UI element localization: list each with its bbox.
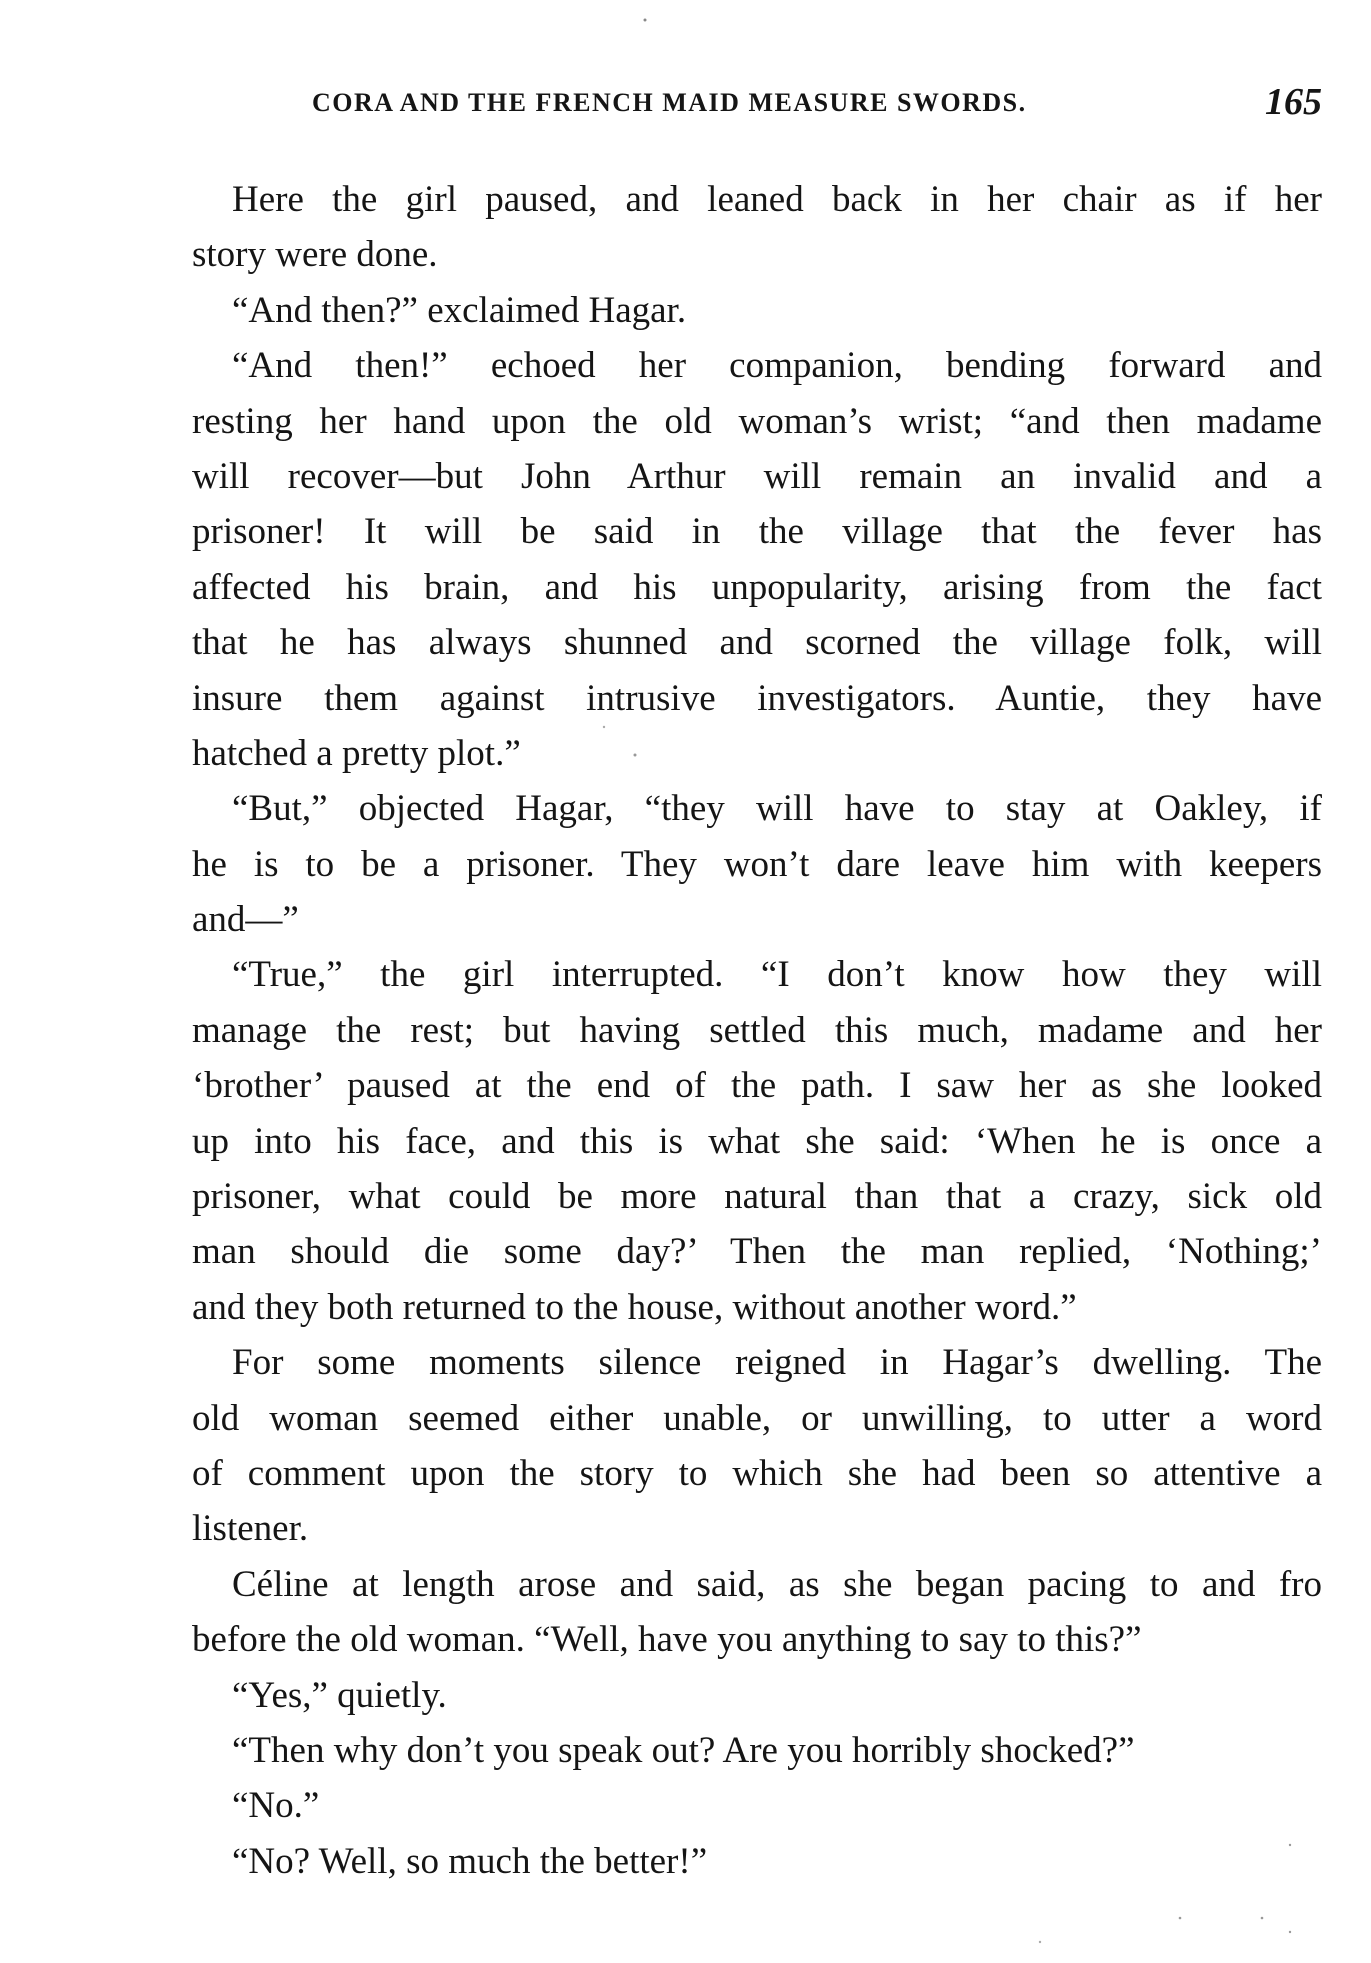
body-text	[192, 172, 1322, 1889]
text-line: and—”	[192, 899, 299, 941]
text-line: of comment upon the story to which she had been so attentive a	[192, 1452, 1322, 1494]
text-line: “And then!” echoed her companion, bending forward and	[232, 345, 1322, 387]
text-line: before the old woman. “Well, have you anything to say to this?”	[192, 1619, 1142, 1661]
text-line: “No.”	[232, 1785, 320, 1827]
text-line: “Yes,” quietly.	[232, 1674, 447, 1716]
text-line: manage the rest; but having settled this much, madame and her	[192, 1009, 1322, 1051]
text-line: ‘brother’ paused at the end of the path. I saw her as she looked	[192, 1065, 1322, 1107]
text-line: “True,” the girl interrupted. “I don’t know how they will	[232, 954, 1322, 996]
text-line: old woman seemed either unable, or unwilling, to utter a word	[192, 1397, 1322, 1439]
text-line: man should die some day?’ Then the man replied, ‘Nothing;’	[192, 1231, 1322, 1273]
text-line: will recover—but John Arthur will remain an invalid and a	[192, 455, 1322, 497]
text-line: “But,” objected Hagar, “they will have to stay at Oakley, if	[232, 788, 1322, 830]
text-line: up into his face, and this is what she said: ‘When he is once a	[192, 1120, 1322, 1162]
text-line: “No? Well, so much the better!”	[232, 1840, 708, 1882]
text-line: resting her hand upon the old woman’s wrist; “and then madame	[192, 400, 1322, 442]
text-line: For some moments silence reigned in Hagar’s dwelling. The	[232, 1342, 1322, 1384]
text-line: he is to be a prisoner. They won’t dare leave him with keepers	[192, 843, 1322, 885]
text-line: and they both returned to the house, without another word.”	[192, 1286, 1077, 1328]
text-line: prisoner! It will be said in the village that the fever has	[192, 511, 1322, 553]
text-line: hatched a pretty plot.”	[192, 732, 521, 774]
text-line: affected his brain, and his unpopularity, arising from the fact	[192, 566, 1322, 608]
text-line: insure them against intrusive investigators. Auntie, they have	[192, 677, 1322, 719]
text-line: that he has always shunned and scorned the village folk, will	[192, 622, 1322, 664]
running-title: CORA AND THE FRENCH MAID MEASURE SWORDS.	[312, 88, 1027, 117]
text-line: Céline at length arose and said, as she began pacing to and fro	[232, 1563, 1322, 1605]
running-head	[192, 78, 1322, 128]
page-number: 165	[1265, 81, 1322, 123]
text-line: prisoner, what could be more natural than that a crazy, sick old	[192, 1176, 1322, 1218]
text-line: story were done.	[192, 234, 438, 276]
text-line: “Then why don’t you speak out? Are you horribly shocked?”	[232, 1729, 1135, 1771]
text-line: listener.	[192, 1508, 309, 1550]
text-line: “And then?” exclaimed Hagar.	[232, 289, 687, 331]
text-line: Here the girl paused, and leaned back in her chair as if her	[232, 179, 1322, 220]
